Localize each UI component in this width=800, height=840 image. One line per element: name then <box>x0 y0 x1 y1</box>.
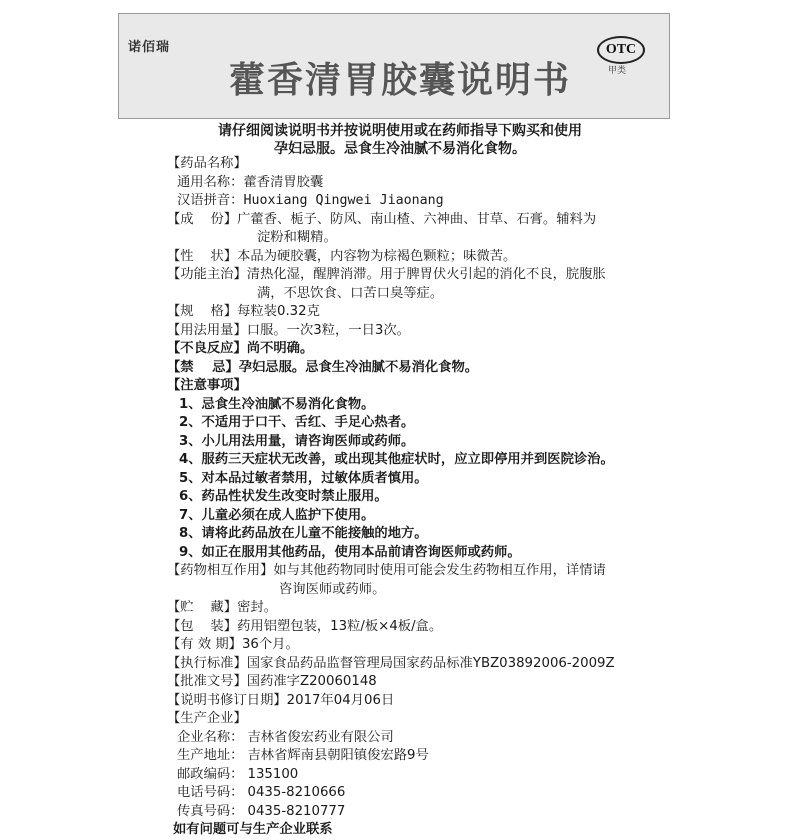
appearance-label: 【性 状】 <box>167 248 238 264</box>
drug-name-heading: 【药品名称】 <box>167 156 247 171</box>
contact-footer: 如有问题可与生产企业联系 <box>173 822 333 837</box>
ingredients-line-1: 广藿香、栀子、防风、南山楂、六神曲、甘草、石膏。辅料为 <box>237 211 597 227</box>
phone-value: 0435-8210666 <box>247 785 346 800</box>
adverse-label: 【不良反应】 <box>167 341 247 356</box>
precaution-item: 7、儿童必须在成人监护下使用。 <box>179 507 375 523</box>
storage-label: 【贮 藏】 <box>167 600 238 615</box>
interaction-line-2: 咨询医师或药师。 <box>279 581 386 597</box>
standard-value: 国家食品药品监督管理局国家药品标准YBZ03892006-2009Z <box>246 655 615 671</box>
revision-date-value: 2017年04月06日 <box>286 692 395 708</box>
precaution-item: 4、服药三天症状无改善，或出现其他症状时，应立即停用并到医院诊治。 <box>179 452 614 467</box>
precaution-item: 2、不适用于口干、舌红、手足心热者。 <box>179 415 415 430</box>
approval-value: 国药准字Z20060148 <box>246 674 377 689</box>
precaution-item: 6、药品性状发生改变时禁止服用。 <box>179 489 388 504</box>
address-label: 生产地址： <box>177 748 244 763</box>
company-name-label: 企业名称： <box>177 729 244 745</box>
validity-value: 36个月。 <box>241 637 299 652</box>
interaction-label: 【药物相互作用】 <box>167 563 274 578</box>
address-value: 吉林省辉南县朝阳镇俊宏路9号 <box>247 748 429 763</box>
document-title: 藿香清胃胶囊说明书 <box>228 60 571 101</box>
indications-line-1: 清热化湿，醒脾消滞。用于脾胃伏火引起的消化不良，脘腹胀 <box>246 267 606 282</box>
indications-label: 【功能主治】 <box>167 267 247 282</box>
otc-badge: OTC <box>597 36 645 64</box>
postal-code-value: 135100 <box>247 766 299 782</box>
spec-label: 【规 格】 <box>167 304 238 319</box>
contraindication-value: 孕妇忌服。忌食生冷油腻不易消化食物。 <box>238 359 479 375</box>
ingredients-line-2: 淀粉和糊精。 <box>257 230 337 245</box>
approval-label: 【批准文号】 <box>167 674 247 689</box>
usage-label: 【用法用量】 <box>167 322 247 338</box>
otc-class-label: 甲类 <box>608 66 627 76</box>
package-value: 药用铝塑包装，13粒/板×4板/盒。 <box>237 618 443 634</box>
precaution-item: 8、请将此药品放在儿童不能接触的地方。 <box>179 526 428 541</box>
appearance-value: 本品为硬胶囊，内容物为棕褐色颗粒；味微苦。 <box>237 248 517 264</box>
storage-value: 密封。 <box>237 600 277 615</box>
package-label: 【包 装】 <box>167 618 238 634</box>
leaflet-body <box>167 155 682 840</box>
indications-line-2: 满，不思饮食、口苦口臭等症。 <box>257 285 444 301</box>
precaution-item: 1、忌食生冷油腻不易消化食物。 <box>179 396 375 412</box>
pinyin-value: Huoxiang Qingwei Jiaonang <box>243 193 444 208</box>
revision-date-label: 【说明书修订日期】 <box>167 692 287 708</box>
precautions-heading: 【注意事项】 <box>167 378 247 393</box>
fax-label: 传真号码： <box>177 803 244 819</box>
validity-label: 【有 效 期】 <box>167 637 242 652</box>
generic-name-label: 通用名称： <box>177 174 244 190</box>
precaution-item: 9、如正在服用其他药品，使用本品前请咨询医师或药师。 <box>179 544 521 560</box>
notice-line-2: 孕妇忌服。忌食生冷油腻不易消化食物。 <box>274 141 526 157</box>
interaction-line-1: 如与其他药物同时使用可能会发生药物相互作用，详情请 <box>273 563 606 578</box>
standard-label: 【执行标准】 <box>167 655 247 671</box>
contraindication-label: 【禁 忌】 <box>167 359 239 375</box>
spec-value: 每粒装0.32克 <box>237 304 320 319</box>
generic-name-value: 藿香清胃胶囊 <box>243 174 324 190</box>
company-name-value: 吉林省俊宏药业有限公司 <box>247 729 394 745</box>
fax-value: 0435-8210777 <box>247 803 346 819</box>
ingredients-label: 【成 份】 <box>167 211 238 227</box>
usage-value: 口服。一次3粒，一日3次。 <box>246 322 410 338</box>
pinyin-label: 汉语拼音： <box>177 193 244 208</box>
postal-code-label: 邮政编码： <box>177 766 244 782</box>
adverse-value: 尚不明确。 <box>246 341 314 356</box>
brand-logo: 诺佰瑞 <box>128 40 171 55</box>
precaution-item: 3、小儿用法用量，请咨询医师或药师。 <box>179 433 415 449</box>
phone-label: 电话号码： <box>177 785 244 800</box>
notice-line-1: 请仔细阅读说明书并按说明使用或在药师指导下购买和使用 <box>218 123 582 139</box>
manufacturer-heading: 【生产企业】 <box>167 711 247 726</box>
precaution-item: 5、对本品过敏者禁用，过敏体质者慎用。 <box>179 470 428 486</box>
